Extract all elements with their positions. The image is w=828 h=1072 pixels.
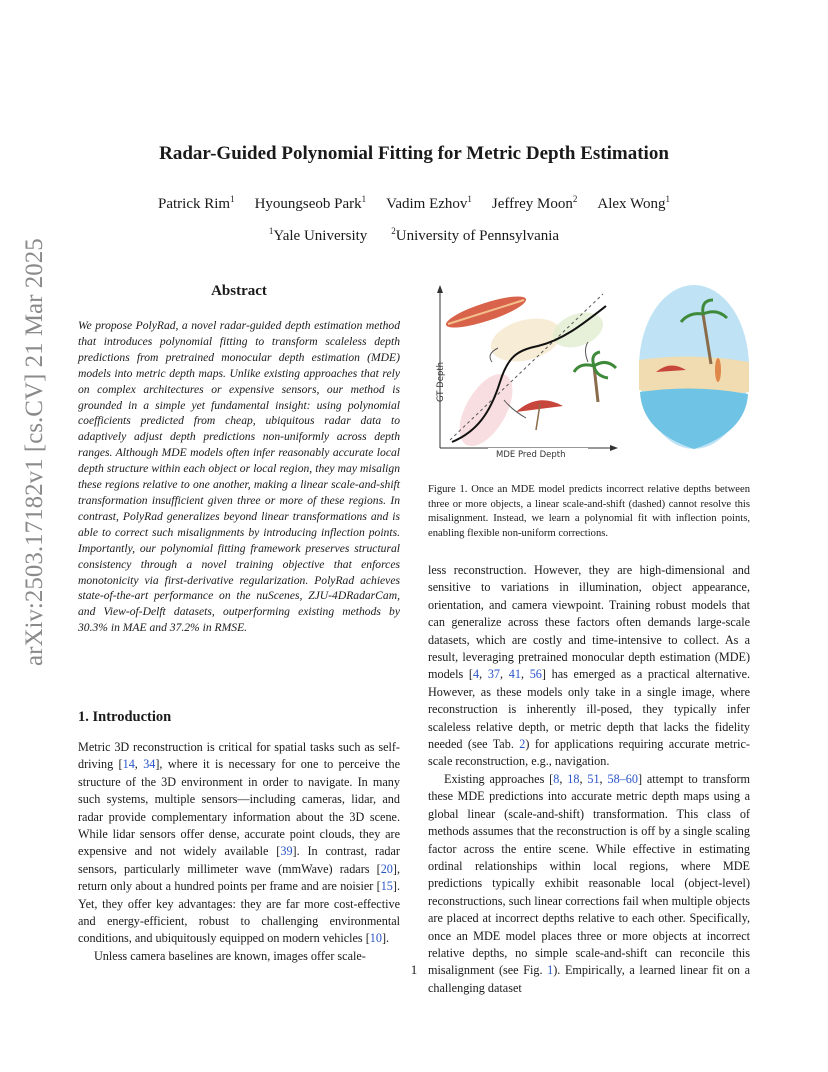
body-text-run: , [599,771,608,786]
region-highlight-top [548,306,608,354]
citation-link[interactable]: 15 [380,879,393,894]
x-axis-arrowhead [610,445,618,451]
affiliation: $^2$University of Pennsylvania [391,226,560,244]
body-text-run: ). Empirically, a learned linear fit on a challenging dataset [428,963,750,995]
citation-link[interactable]: 18 [567,771,580,786]
annotation-arrow-2 [586,342,589,362]
body-text-run: ], return only about a hundred points per frame and are noisier [ [78,861,400,894]
author-name: Alex Wong$^1$ [597,194,670,212]
page-number: 1 [410,962,418,977]
body-text-run: , [500,667,509,682]
affiliations [0,226,828,245]
body-text-run: ] attempt to transform these MDE predictions into accurate metric depth maps using a global linear (scale-and-shift) transformation. This class of methods assumes that the reconstruction is off by a single scaling factor across the entire scene. While effective in estimating ordinal relationships within local regions, where MDE predictions typically exhibit reasonable local (object-level) reconstructions, such linear corrections fail when multiple objects are placed at incorrect depths relative to each other. Specifically, once an MDE model places three or more objects at incorrect relative depths, no simple scale-and-shift can reconcile this misalignment (see Fig. [428,771,751,978]
author-name: Jeffrey Moon$^2$ [491,194,578,212]
body-text-run: ]. In contrast, radar sensors, particularly millimeter wave (mmWave) radars [ [78,844,400,876]
body-text-run: ]. [381,931,390,946]
citation-link[interactable]: 14 [122,757,135,772]
body-text-run: , [559,771,568,786]
y-axis-label: GT Depth [436,361,446,402]
citation-link[interactable]: 8 [553,771,560,786]
body-text-run: Metric 3D reconstruction is critical for spatial tasks such as self-driving [ [78,740,400,772]
body-text-run: , [479,667,488,682]
abstract-text: We propose PolyRad, a novel radar-guided depth estimation method that introduces polynomial fitting to transform scaleless depth predictions from pretrained monocular depth estimation (MDE) models into metric depth maps. Unlike existing approaches that rely on complex architectures or expensive sensors, our method is grounded in a simple yet fundamental insight: using polynomial coefficients predicted from cheap, ubiquitous radar data to adaptively adjust depth predictions non-uniformly across depth ranges. Although MDE models often infer reasonably accurate local depth structure within each object or local region, they may misalign these regions relative to one another, making a linear scale-and-shift transformation insufficient given three or more of these regions. In contrast, PolyRad generalizes beyond linear transformations and is able to correct such misalignments by introducing inflection points. Importantly, our polynomial fitting framework preserves structural consistency through a novel training objective that enforces monotonicity via first-derivative regularization. PolyRad achieves state-of-the-art performance on the nuScenes, ZJU-4DRadarCam, and View-of-Delft datasets, outperforming existing methods by 30.3% in MAE and 37.2% in RMSE. [78,319,400,635]
figure-1 [428,282,750,472]
citation-link[interactable]: 1 [547,963,554,978]
citation-link[interactable]: 10 [369,931,382,946]
citation-link[interactable]: 20 [380,861,393,876]
affiliation: $^1$Yale University [268,226,368,244]
intro-paragraph-continued [428,562,750,771]
citation-link[interactable]: 2 [519,737,526,752]
citation-link[interactable]: 58–60 [607,771,638,786]
introduction-left-column [78,739,400,965]
abstract-heading: Abstract [211,283,267,299]
paper-title: Radar-Guided Polynomial Fitting for Metric Depth Estimation [159,143,669,164]
figure-caption: Figure 1. Once an MDE model predicts incorrect relative depths between three or more objects, a linear scale-and-shift (dashed) cannot resolve this misalignment. Instead, we learn a polynomial fit with inflection points, enabling flexible non-uniform corrections. [428,484,750,539]
author-name: Hyoungseob Park$^1$ [254,194,367,212]
body-text-run: Existing approaches [ [444,771,554,786]
intro-paragraph-1 [78,739,400,948]
body-text-run: , [134,757,144,772]
intro-paragraph-2-start: Unless camera baselines are known, images offer scale- [94,948,366,963]
body-text-run: ] has emerged as a practical alternative. However, as these models only take in a single image, where reconstruction is inherently ill-posed, they typically infer scaleless relative depth, or metric depth that lacks the fidelity needed (see Tab. [428,667,751,752]
citation-link[interactable]: 34 [143,757,156,772]
arxiv-identifier: arXiv:2503.17182v1 [cs.CV] 21 Mar 2025 [21,238,48,666]
body-text-run: , [579,771,588,786]
body-text-run: less reconstruction. However, they are high-dimensional and sensitive to variations in illumination, object appearance, orientation, and camera viewpoint. Training robust models that can generalize across these factors often demands large-scale datasets, which are costly and time-intensive to collect. As a result, leveraging pretrained monocular depth estimation (MDE) models [ [428,563,750,682]
x-axis-label: MDE Pred Depth [496,450,566,460]
introduction-heading: 1. Introduction [78,709,172,725]
author-name: Patrick Rim$^1$ [158,194,235,212]
citation-link[interactable]: 39 [280,844,293,859]
introduction-right-column [428,562,750,997]
y-axis-arrowhead [437,285,443,293]
citation-link[interactable]: 56 [529,667,542,682]
region-highlight-bottom [449,365,524,454]
citation-link[interactable]: 4 [472,667,480,682]
citation-link[interactable]: 51 [587,771,600,786]
body-text-run: ) for applications requiring accurate metric-scale reconstruction, e.g., navigation. [428,737,750,769]
beach-scene-image [639,285,749,449]
citation-link[interactable]: 37 [487,667,500,682]
body-text-run: , [520,667,530,682]
author-list [0,194,828,213]
author-name: Vadim Ezhov$^1$ [386,194,472,212]
citation-link[interactable]: 41 [508,667,521,682]
body-text-run: ], where it is necessary for one to perceive the structure of the 3D environment in order to navigate. In many such systems, multiple sensors—including cameras, lidar, and radar provide complementary information about the 3D scene. While lidar sensors offer dense, accurate point clouds, they are expensive and not widely available [ [78,757,400,859]
body-text-run: ]. Yet, they offer key advantages: they are far more cost-effective and energy-efficient, robust to challenging environmental conditions, and ubiquitously equipped on modern vehicles [ [78,879,400,946]
